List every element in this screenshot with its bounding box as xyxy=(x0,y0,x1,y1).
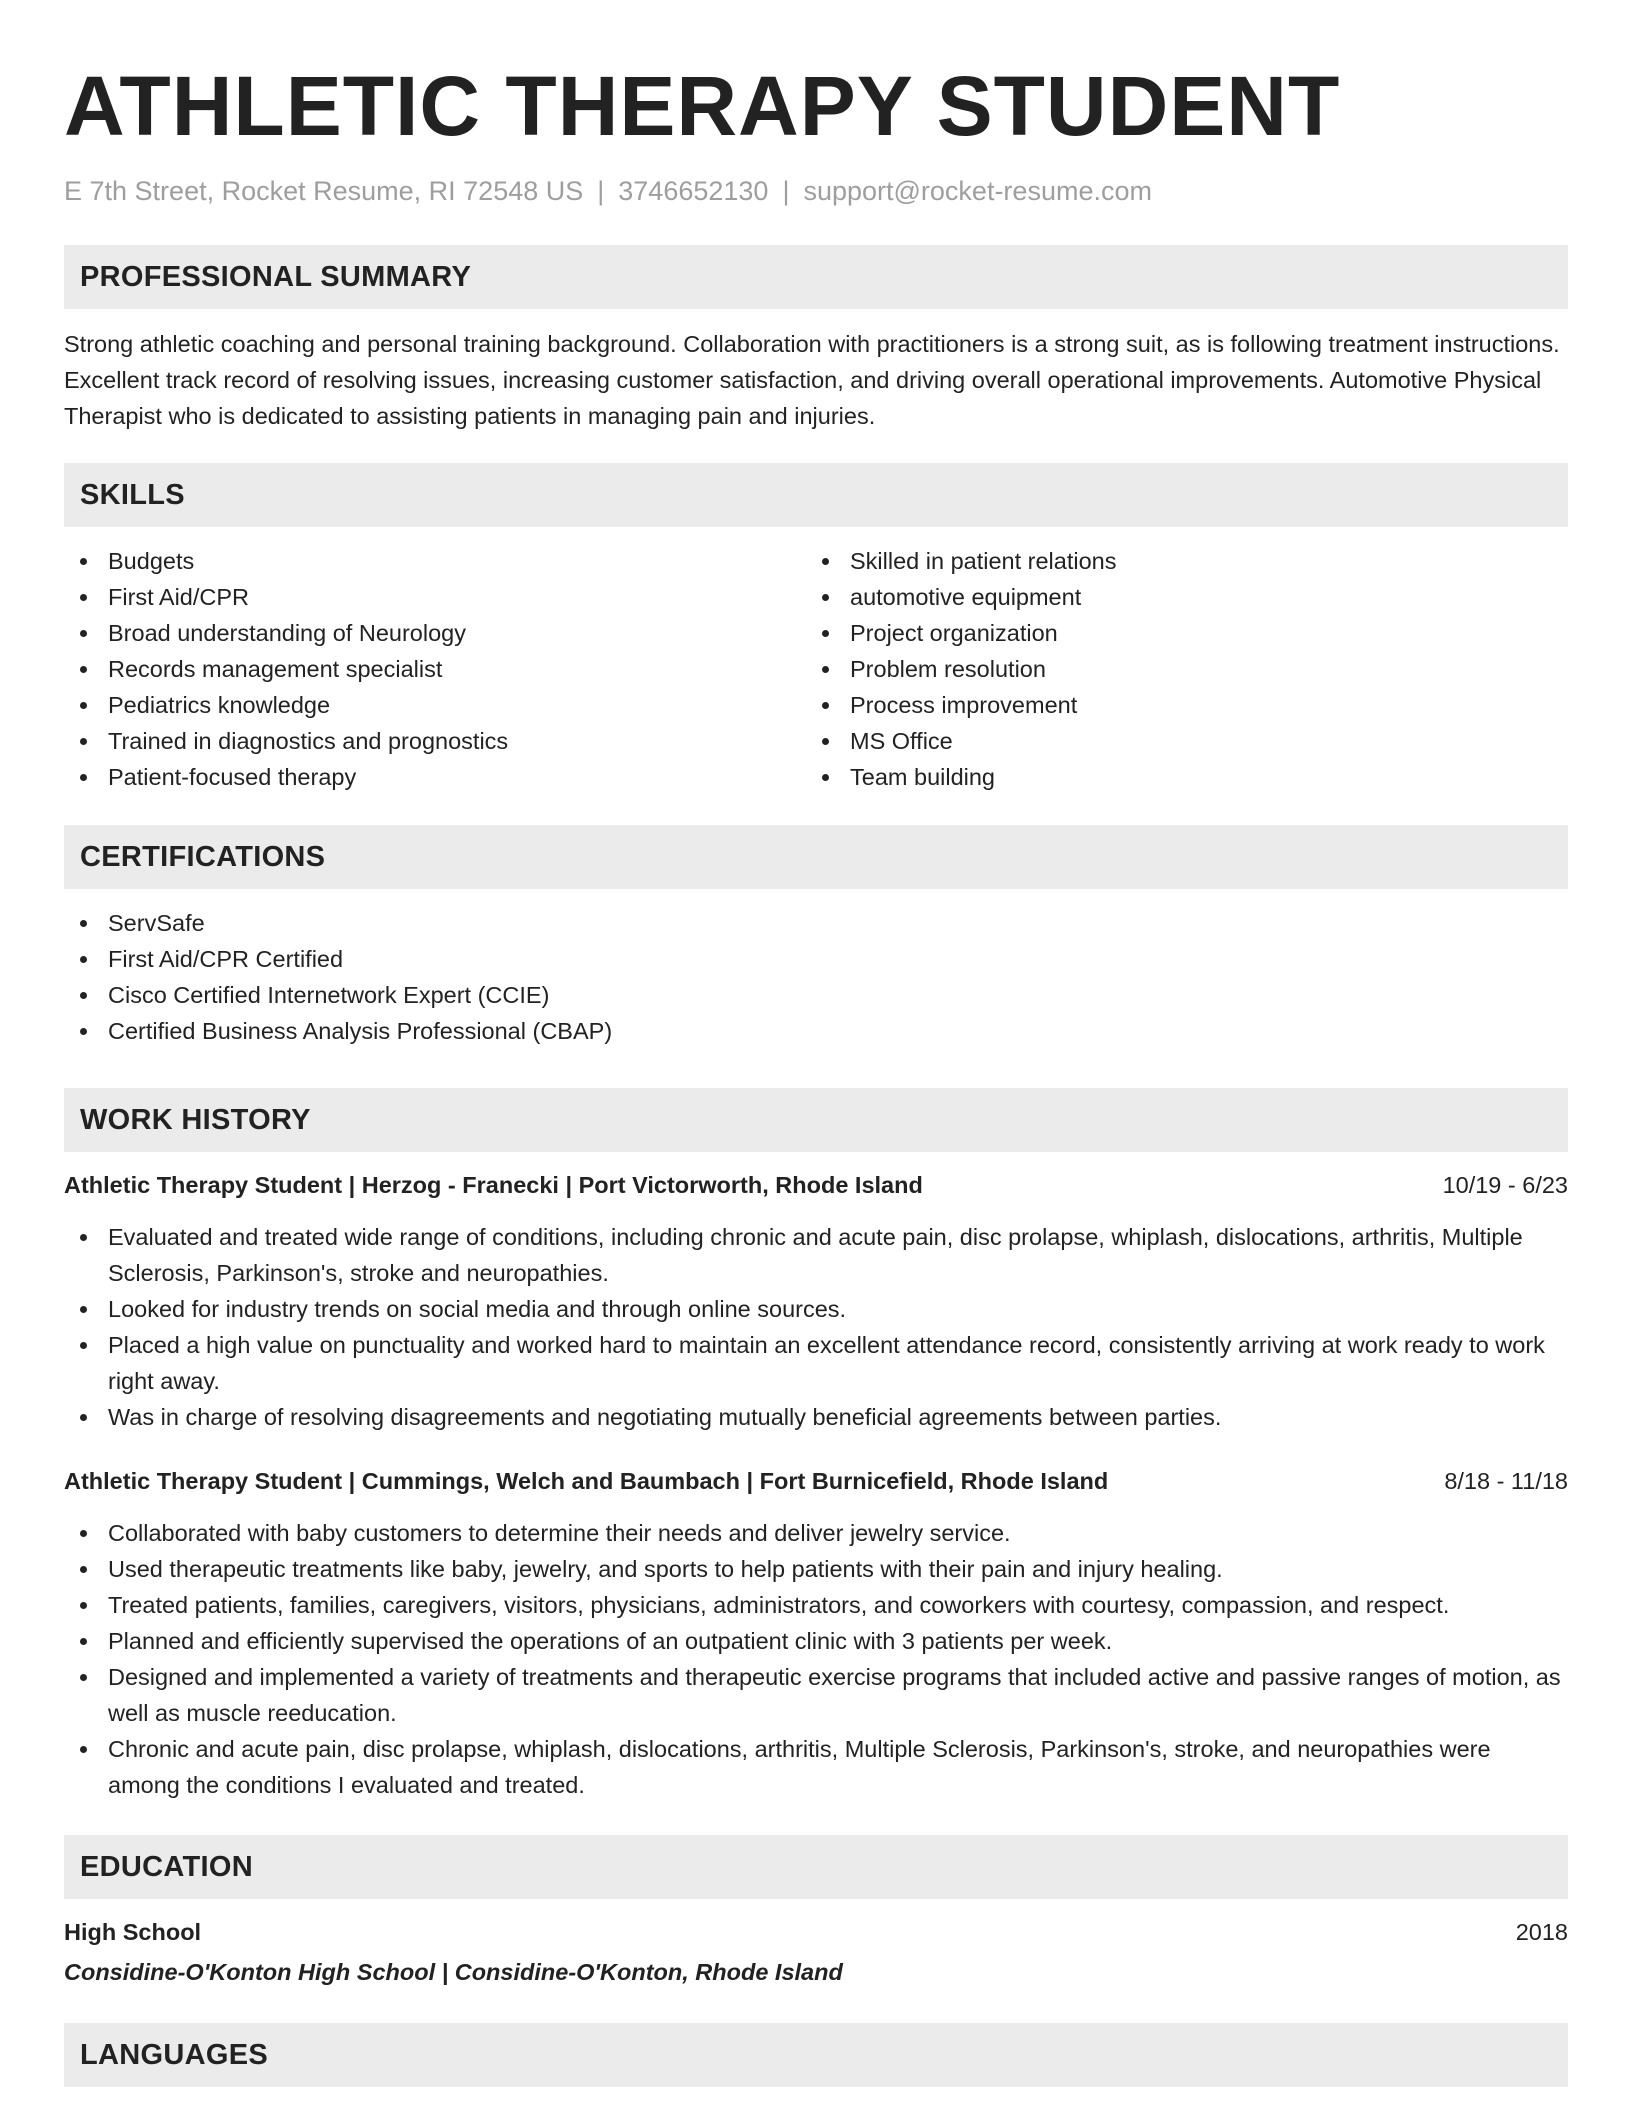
certification-item: ServSafe xyxy=(64,905,1568,941)
contact-separator: | xyxy=(597,176,605,206)
certifications-list xyxy=(64,905,1568,1049)
skill-item: First Aid/CPR xyxy=(64,579,806,615)
skill-item: Records management specialist xyxy=(64,651,806,687)
skills-grid xyxy=(64,543,1568,795)
skill-item: automotive equipment xyxy=(806,579,1548,615)
skills-column-left xyxy=(64,543,806,795)
job-header xyxy=(64,1463,1568,1499)
education-entry xyxy=(64,1914,1568,1990)
skill-item: Problem resolution xyxy=(806,651,1548,687)
job-duty: Placed a high value on punctuality and worked hard to maintain an excellent attendance record, consistently arriving at work ready to work right away. xyxy=(64,1327,1568,1399)
job-title: Athletic Therapy Student | Cummings, Welch and Baumbach | Fort Burnicefield, Rhode Island xyxy=(64,1468,1109,1494)
section-heading-certifications: CERTIFICATIONS xyxy=(64,825,1568,889)
skill-item: Project organization xyxy=(806,615,1548,651)
skill-item: Skilled in patient relations xyxy=(806,543,1548,579)
contact-line xyxy=(64,174,1568,208)
section-heading-summary: PROFESSIONAL SUMMARY xyxy=(64,245,1568,309)
job-entry xyxy=(64,1463,1568,1803)
skill-item: Patient-focused therapy xyxy=(64,759,806,795)
resume-page xyxy=(64,0,1568,2087)
contact-separator: | xyxy=(782,176,790,206)
education-year: 2018 xyxy=(1515,1919,1568,1945)
skills-list-left xyxy=(64,543,806,795)
job-duties xyxy=(64,1515,1568,1803)
skill-item: Pediatrics knowledge xyxy=(64,687,806,723)
section-heading-languages: LANGUAGES xyxy=(64,2023,1568,2087)
education-school: Considine-O'Konton High School | Considine-O'Konton, Rhode Island xyxy=(64,1959,843,1985)
job-duty: Planned and efficiently supervised the operations of an outpatient clinic with 3 patients per week. xyxy=(64,1623,1568,1659)
contact-address: E 7th Street, Rocket Resume, RI 72548 US xyxy=(64,176,584,206)
skill-item: Process improvement xyxy=(806,687,1548,723)
education-header xyxy=(64,1914,1568,1950)
job-duties xyxy=(64,1219,1568,1435)
job-duty: Looked for industry trends on social media and through online sources. xyxy=(64,1291,1568,1327)
job-duty: Designed and implemented a variety of treatments and therapeutic exercise programs that included active and passive ranges of motion, as well as muscle reeducation. xyxy=(64,1659,1568,1731)
summary-text: Strong athletic coaching and personal training background. Collaboration with practitioners is a strong suit, as is following treatment instructions. Excellent track record of resolving issues, increasing customer satisfaction, and driving overall operational improvements. Automotive Physical Therapist who is dedicated to assisting patients in managing pain and injuries. xyxy=(64,331,1560,429)
skill-item: Trained in diagnostics and prognostics xyxy=(64,723,806,759)
job-dates: 10/19 - 6/23 xyxy=(1442,1172,1568,1198)
skills-column-right xyxy=(806,543,1548,795)
job-duty: Treated patients, families, caregivers, visitors, physicians, administrators, and coworkers with courtesy, compassion, and respect. xyxy=(64,1587,1568,1623)
education-degree: High School xyxy=(64,1919,202,1945)
certification-item: First Aid/CPR Certified xyxy=(64,941,1568,977)
job-title: Athletic Therapy Student | Herzog - Franecki | Port Victorworth, Rhode Island xyxy=(64,1172,923,1198)
job-dates: 8/18 - 11/18 xyxy=(1444,1468,1568,1494)
job-duty: Was in charge of resolving disagreements and negotiating mutually beneficial agreements between parties. xyxy=(64,1399,1568,1435)
skill-item: Team building xyxy=(806,759,1548,795)
certification-item: Cisco Certified Internetwork Expert (CCIE) xyxy=(64,977,1568,1013)
contact-email: support@rocket-resume.com xyxy=(803,176,1152,206)
job-header xyxy=(64,1167,1568,1203)
job-duty: Chronic and acute pain, disc prolapse, whiplash, dislocations, arthritis, Multiple Sclerosis, Parkinson's, stroke, and neuropathies were among the conditions I evaluated and treated. xyxy=(64,1731,1568,1803)
skill-item: MS Office xyxy=(806,723,1548,759)
section-heading-education: EDUCATION xyxy=(64,1835,1568,1899)
skill-item: Broad understanding of Neurology xyxy=(64,615,806,651)
skill-item: Budgets xyxy=(64,543,806,579)
job-duty: Collaborated with baby customers to determine their needs and deliver jewelry service. xyxy=(64,1515,1568,1551)
job-duty: Used therapeutic treatments like baby, jewelry, and sports to help patients with their pain and injury healing. xyxy=(64,1551,1568,1587)
section-heading-work-history: WORK HISTORY xyxy=(64,1088,1568,1152)
skills-list-right xyxy=(806,543,1548,795)
job-entry xyxy=(64,1167,1568,1435)
section-heading-skills: SKILLS xyxy=(64,463,1568,527)
job-duty: Evaluated and treated wide range of conditions, including chronic and acute pain, disc prolapse, whiplash, dislocations, arthritis, Multiple Sclerosis, Parkinson's, stroke and neuropathies. xyxy=(64,1219,1568,1291)
contact-phone: 3746652130 xyxy=(618,176,769,206)
certification-item: Certified Business Analysis Professional (CBAP) xyxy=(64,1013,1568,1049)
candidate-name: ATHLETIC THERAPY STUDENT xyxy=(64,59,1341,153)
